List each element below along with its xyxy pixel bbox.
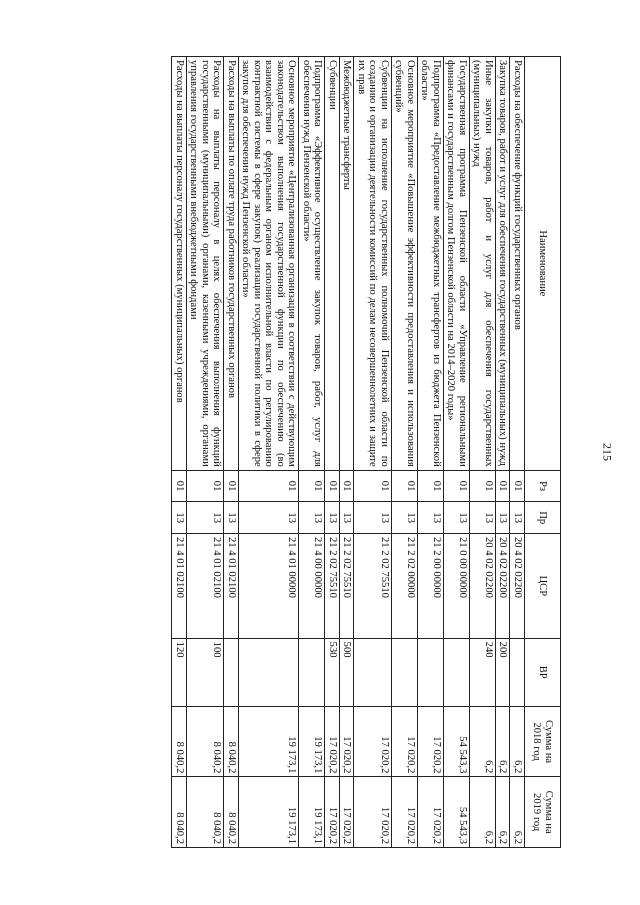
cell-rz: 01 — [299, 470, 325, 502]
cell-sum-2019: 17 020,2 — [340, 777, 355, 848]
cell-rz: 01 — [325, 470, 340, 502]
cell-sum-2018: 6,2 — [510, 706, 525, 777]
cell-rz: 01 — [340, 470, 355, 502]
cell-pr: 13 — [239, 502, 300, 534]
cell-pr: 13 — [187, 502, 225, 534]
cell-pr: 13 — [392, 502, 418, 534]
cell-sum-2019: 8 040,2 — [187, 777, 225, 848]
table-row — [187, 57, 225, 848]
cell-name: Подпрограмма «Предоставление межбюджетных трансфертов из бюджета Пензенской области» — [418, 57, 444, 471]
cell-sum-2018: 6,2 — [496, 706, 511, 777]
cell-pr: 13 — [325, 502, 340, 534]
cell-vr — [239, 638, 300, 706]
table-row — [392, 57, 418, 848]
table-row — [418, 57, 444, 848]
cell-csr: 21 2 00 00000 — [418, 534, 444, 639]
cell-sum-2018: 8 040,2 — [224, 706, 239, 777]
cell-pr: 13 — [496, 502, 511, 534]
cell-vr — [354, 638, 392, 706]
cell-rz: 01 — [496, 470, 511, 502]
cell-vr — [444, 638, 470, 706]
cell-name: Субвенции — [325, 57, 340, 471]
cell-csr: 21 4 01 02100 — [187, 534, 225, 639]
table-row — [239, 57, 300, 848]
cell-sum-2019: 6,2 — [470, 777, 496, 848]
cell-sum-2018: 17 020,2 — [392, 706, 418, 777]
table-row — [470, 57, 496, 848]
cell-name: Расходы на выплаты по оплате труда работников государственных органов — [224, 57, 239, 471]
cell-vr — [224, 638, 239, 706]
cell-csr: 20 4 02 02200 — [470, 534, 496, 639]
table-row — [340, 57, 355, 848]
cell-name: Расходы на выплаты персоналу государственных (муниципальных) органов — [172, 57, 187, 471]
cell-name: Подпрограмма «Эффективное осуществление закупок товаров, работ, услуг для обеспечения нужд Пензенской области» — [299, 57, 325, 471]
cell-rz: 01 — [392, 470, 418, 502]
cell-sum-2018: 19 173,1 — [299, 706, 325, 777]
cell-rz: 01 — [354, 470, 392, 502]
budget-table-container — [101, 56, 561, 848]
table-row — [354, 57, 392, 848]
cell-sum-2018: 17 020,2 — [418, 706, 444, 777]
cell-vr: 120 — [172, 638, 187, 706]
table-row — [510, 57, 525, 848]
cell-rz: 01 — [510, 470, 525, 502]
cell-csr: 21 0 00 00000 — [444, 534, 470, 639]
cell-sum-2019: 17 020,2 — [325, 777, 340, 848]
cell-sum-2019: 8 040,2 — [224, 777, 239, 848]
cell-vr — [392, 638, 418, 706]
cell-sum-2019: 19 173,1 — [299, 777, 325, 848]
cell-sum-2018: 17 020,2 — [354, 706, 392, 777]
cell-pr: 13 — [340, 502, 355, 534]
cell-rz: 01 — [444, 470, 470, 502]
cell-sum-2018: 17 020,2 — [325, 706, 340, 777]
table-row — [444, 57, 470, 848]
cell-name: Основное мероприятие «Централизованная организация в соответствии с действующим законодательством выполнения государственной функции по обеспечению (во взаимодействии с федеральным органом исполнительной власти по регулированию контрактной системы в сфере закупок) реализации государственной политики в сфере закупок для обеспечения нужд Пензенской области» — [239, 57, 300, 471]
header-csr: ЦСР — [525, 534, 561, 639]
cell-csr: 21 2 02 00000 — [392, 534, 418, 639]
table-row — [224, 57, 239, 848]
cell-csr: 21 2 02 75510 — [340, 534, 355, 639]
cell-sum-2018: 19 173,1 — [239, 706, 300, 777]
cell-vr: 100 — [187, 638, 225, 706]
cell-name: Субвенции на исполнение государственных полномочий Пензенской области по созданию и организации деятельности комиссий по делам несовершеннолетних и защите их прав — [354, 57, 392, 471]
cell-sum-2019: 17 020,2 — [392, 777, 418, 848]
cell-rz: 01 — [418, 470, 444, 502]
cell-name: Межбюджетные трансферты — [340, 57, 355, 471]
table-row — [299, 57, 325, 848]
cell-pr: 13 — [299, 502, 325, 534]
cell-name: Основное мероприятие «Повышение эффективности предоставления и использования субвенций» — [392, 57, 418, 471]
cell-vr: 530 — [325, 638, 340, 706]
cell-name: Расходы на выплаты персоналу в целях обеспечения выполнения функций государственными (муниципальными) органами, казенными учреждениями, органами управления государственными внебюджетными фондами — [187, 57, 225, 471]
table-header-row — [525, 57, 561, 848]
cell-sum-2018: 54 543,3 — [444, 706, 470, 777]
cell-vr: 240 — [470, 638, 496, 706]
cell-csr: 21 4 01 00000 — [239, 534, 300, 639]
cell-csr: 21 2 02 75510 — [354, 534, 392, 639]
cell-name: Расходы на обеспечение функций государственных органов — [510, 57, 525, 471]
cell-pr: 13 — [172, 502, 187, 534]
header-pr: Пр — [525, 502, 561, 534]
cell-sum-2019: 17 020,2 — [354, 777, 392, 848]
cell-sum-2019: 8 040,2 — [172, 777, 187, 848]
cell-csr: 20 4 02 02200 — [510, 534, 525, 639]
table-body — [172, 57, 525, 848]
cell-name: Государственная программа Пензенской области «Управление региональными финансами и государственным долгом Пензенской области на 2014–2020 годы» — [444, 57, 470, 471]
cell-sum-2019: 6,2 — [496, 777, 511, 848]
cell-sum-2019: 17 020,2 — [418, 777, 444, 848]
header-sum-2018: Сумма на 2018 год — [525, 706, 561, 777]
cell-csr: 21 2 02 75510 — [325, 534, 340, 639]
cell-pr: 13 — [354, 502, 392, 534]
cell-name: Иные закупки товаров, работ и услуг для обеспечения государственных (муниципальных) нужд — [470, 57, 496, 471]
cell-csr: 21 4 00 00000 — [299, 534, 325, 639]
cell-vr — [299, 638, 325, 706]
table-row — [172, 57, 187, 848]
cell-sum-2018: 6,2 — [470, 706, 496, 777]
header-vr: ВР — [525, 638, 561, 706]
cell-pr: 13 — [224, 502, 239, 534]
cell-vr — [418, 638, 444, 706]
table-row — [325, 57, 340, 848]
cell-vr — [510, 638, 525, 706]
cell-pr: 13 — [444, 502, 470, 534]
header-name: Наименование — [525, 57, 561, 471]
cell-rz: 01 — [470, 470, 496, 502]
header-rz: Рз — [525, 470, 561, 502]
cell-csr: 21 4 01 02100 — [224, 534, 239, 639]
cell-sum-2019: 19 173,1 — [239, 777, 300, 848]
cell-sum-2019: 54 543,3 — [444, 777, 470, 848]
cell-sum-2019: 6,2 — [510, 777, 525, 848]
cell-csr: 21 4 01 02100 — [172, 534, 187, 639]
cell-sum-2018: 8 040,2 — [187, 706, 225, 777]
page-number: 215 — [600, 443, 615, 461]
budget-table — [172, 56, 562, 848]
cell-name: Закупка товаров, работ и услуг для обеспечения государственных (муниципальных) нужд — [496, 57, 511, 471]
cell-pr: 13 — [510, 502, 525, 534]
cell-sum-2018: 8 040,2 — [172, 706, 187, 777]
cell-pr: 13 — [418, 502, 444, 534]
cell-sum-2018: 17 020,2 — [340, 706, 355, 777]
cell-rz: 01 — [187, 470, 225, 502]
cell-csr: 20 4 02 02200 — [496, 534, 511, 639]
cell-pr: 13 — [470, 502, 496, 534]
header-sum-2019: Сумма на 2019 год — [525, 777, 561, 848]
table-row — [496, 57, 511, 848]
cell-vr: 500 — [340, 638, 355, 706]
cell-vr: 200 — [496, 638, 511, 706]
cell-rz: 01 — [239, 470, 300, 502]
cell-rz: 01 — [224, 470, 239, 502]
cell-rz: 01 — [172, 470, 187, 502]
